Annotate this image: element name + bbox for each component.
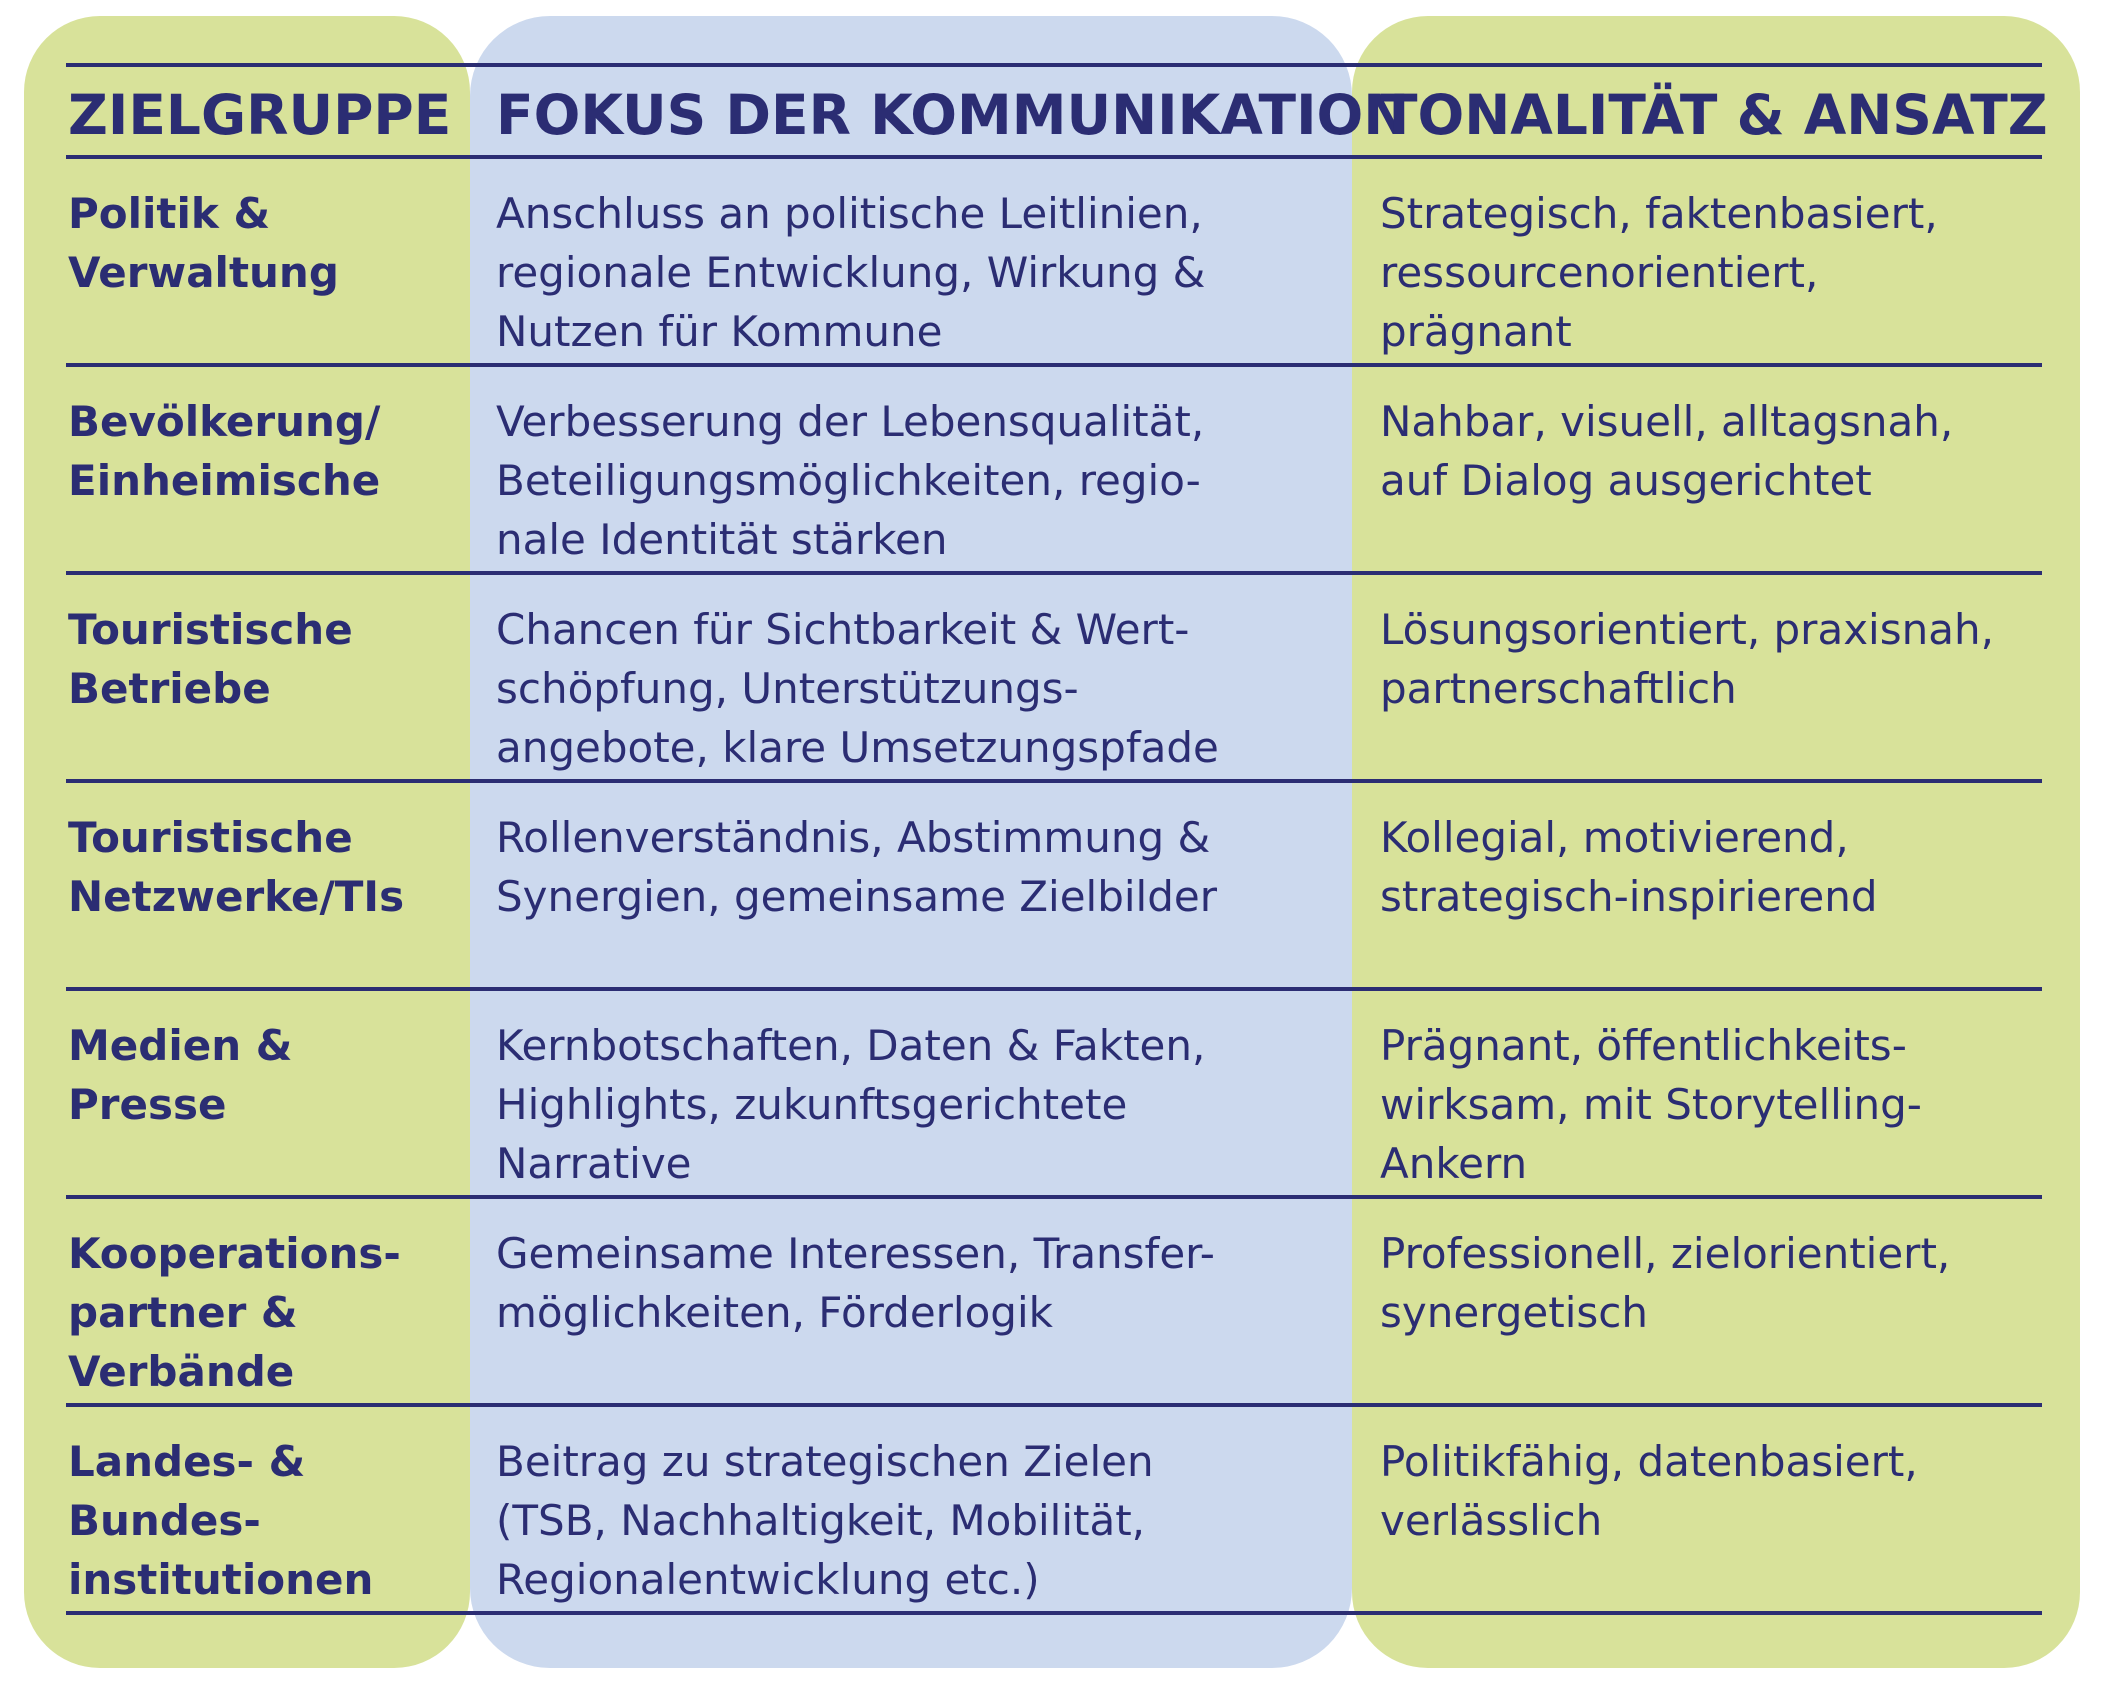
row-divider — [66, 363, 2042, 367]
header-tonalitaet-und-ansatz: TONALITÄT & ANSATZ — [1380, 83, 2048, 147]
row-netzwerke-tone: Kollegial, motivierend, strategisch-inspirierend — [1380, 813, 1878, 921]
row-kooperation-focus: Gemeinsame Interessen, Transfer- möglichkeiten, Förderlogik — [496, 1229, 1215, 1337]
row-bevoelkerung-tone: Nahbar, visuell, alltagsnah, auf Dialog ausgerichtet — [1380, 397, 1954, 505]
row-politik-focus: Anschluss an politische Leitlinien, regionale Entwicklung, Wirkung & Nutzen für Kommune — [496, 189, 1206, 356]
row-institutionen-tone: Politikfähig, datenbasiert, verlässlich — [1380, 1437, 1918, 1545]
row-medien-focus: Kernbotschaften, Daten & Fakten, Highlights, zukunftsgerichtete Narrative — [496, 1021, 1206, 1188]
header-bottom-rule — [66, 155, 2042, 159]
table-top-rule — [66, 63, 2042, 67]
header-zielgruppe: ZIELGRUPPE — [68, 83, 452, 147]
row-netzwerke-focus: Rollenverständnis, Abstimmung & Synergien, gemeinsame Zielbilder — [496, 813, 1217, 921]
row-divider — [66, 987, 2042, 991]
row-politik-tone: Strategisch, faktenbasiert, ressourcenorientiert, prägnant — [1380, 189, 1938, 356]
table-bottom-rule — [66, 1611, 2042, 1615]
header-fokus-der-kommunikation: FOKUS DER KOMMUNIKATION — [496, 83, 1410, 147]
row-kooperation-tone: Professionell, zielorientiert, synergetisch — [1380, 1229, 1951, 1337]
row-bevoelkerung-focus: Verbesserung der Lebensqualität, Beteiligungsmöglichkeiten, regio- nale Identität stärken — [496, 397, 1205, 564]
row-betriebe-tone: Lösungsorientiert, praxisnah, partnerschaftlich — [1380, 605, 1994, 713]
row-divider — [66, 1195, 2042, 1199]
row-medien-tone: Prägnant, öffentlichkeits- wirksam, mit Storytelling- Ankern — [1380, 1021, 1922, 1188]
row-institutionen-group: Landes- & Bundes- institutionen — [68, 1437, 374, 1604]
row-betriebe-focus: Chancen für Sichtbarkeit & Wert- schöpfung, Unterstützungs- angebote, klare Umsetzungspfade — [496, 605, 1219, 772]
row-divider — [66, 571, 2042, 575]
row-medien-group: Medien & Presse — [68, 1021, 293, 1129]
row-bevoelkerung-group: Bevölkerung/ Einheimische — [68, 397, 381, 505]
row-netzwerke-group: Touristische Netzwerke/TIs — [68, 813, 405, 921]
row-divider — [66, 1403, 2042, 1407]
row-politik-group: Politik & Verwaltung — [68, 189, 339, 297]
row-divider — [66, 779, 2042, 783]
row-institutionen-focus: Beitrag zu strategischen Zielen (TSB, Nachhaltigkeit, Mobilität, Regionalentwicklung etc.) — [496, 1437, 1154, 1604]
row-betriebe-group: Touristische Betriebe — [68, 605, 353, 713]
row-kooperation-group: Kooperations- partner & Verbände — [68, 1229, 401, 1396]
